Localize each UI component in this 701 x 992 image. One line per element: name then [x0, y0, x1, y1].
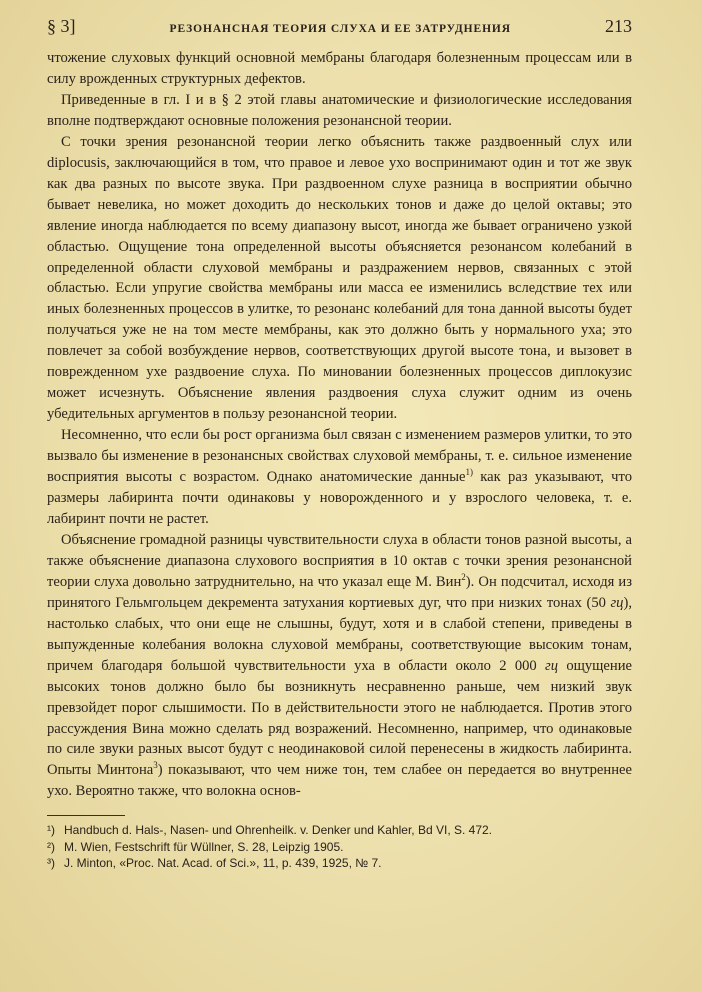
paragraph-4	[47, 425, 632, 530]
section-marker: § 3]	[47, 16, 76, 36]
paragraph-5-rest: ). Он подсчитал, исходя из принятого Гельмгольцем декремента затухания кортиевых дуг, что при низких тонах (50	[47, 573, 632, 611]
footnote-3	[47, 855, 632, 872]
footnote-ref-3: 3	[153, 760, 158, 771]
unit-hz: гц	[545, 657, 559, 674]
paragraph-2: Приведенные в гл. I и в § 2 этой главы анатомические и физиологические исследования вполне подтверждают основные положения резонансной теории.	[47, 91, 632, 129]
running-title: РЕЗОНАНСНАЯ ТЕОРИЯ СЛУХА И ЕЕ ЗАТРУДНЕНИЯ	[169, 23, 511, 35]
paragraph-5-rest-3: ощущение высоких тонов должно было бы возникнуть несравненно раньше, чем низкий звук превзойдет порог слышимости. По в действительности этого не наблюдается. Против этого рассуждения Вина можно сделать	[47, 657, 632, 737]
paragraph-5-rest-4: ) показывают, что чем ниже тон, тем слабее он передается во внутреннее ухо. Вероятно также, что волокна основ-	[47, 762, 632, 800]
footnote-text: M. Wien, Festschrift für Wüllner, S. 28, Leipzig 1905.	[64, 839, 344, 854]
page-number: 213	[605, 16, 632, 36]
footnote-2	[47, 839, 632, 856]
paragraph-5-text: Объяснение громадной разницы чувствительности слуха в области тонов разной высоты, а также объяснение диапазона слухового восприятия в 10 октав с точки зрения резонансной теории слуха довольно затруднительно, на что указал еще М. Вин	[47, 531, 632, 590]
footnote-rule	[47, 815, 125, 816]
paragraph-4-text: Несомненно, что если бы рост организма был связан с изменением размеров улитки, то это вызвало бы изменение в резонансных свойствах слуховой мембраны, т. е. сильное изменение восприятия высоты с возрастом. Однако анатомические данные	[47, 427, 632, 486]
paragraph-4-rest: как раз указывают, что размеры лабиринта почти одинаковы у новорожденного и у взрослого человека, т. е. лабиринт почти не растет.	[47, 469, 632, 527]
footnote-text: J. Minton, «Proc. Nat. Acad. of Sci.», 11, p. 439, 1925, № 7.	[64, 856, 382, 870]
paragraph-3: С точки зрения резонансной теории легко объяснить также раздвоенный слух или diplocusis, заключающийся в том, что правое и левое ухо воспринимают один и тот же звук как два разных по высоте звука. При раздвоенном слухе разница в восприятии обычно бывает невелика, но может доходить до нескольких тонов и даже до целой октавы; это явление иногда наблюдается по всему диапазону высот, иногда же бывает ограничено узкой областью. Ощущение тона определенной высоты объясняется резонансом колебаний в определенной области слуховой мембраны и раздражением нервов, связанных с этой областью. Если упругие свойства мембраны или масса ее изменились вследствие тех или иных болезненных процессов в улитке, то резонанс колебаний для тона данной высоты будет получаться уже не на том месте мембраны, как это должно быть у нормального уха; это повлечет за собой возбуждение нервов, соответствующих другой высоте тона, и вызовет в поврежденном ухе раздвоение слуха. По миновании болезненных процессов диплокузис может исчезнуть. Объяснение явления раздвоения слуха служит одним из очень убедительных аргументов в пользу резонансной теории.	[47, 133, 632, 423]
paragraph-5-rest-2: ), настолько слабых, что они еще не слышны, будут, хотя и в слабой степени, приведены в выпужденные колебания волокна слуховой мембраны, соответствующие высоким тонам, причем благодаря большой чувствительности уха в области около 2 000	[47, 594, 632, 674]
footnote-1	[47, 822, 632, 839]
body-text	[47, 48, 632, 802]
paragraph-5	[47, 530, 632, 802]
footnote-number: ²)	[47, 839, 55, 854]
footnotes	[47, 822, 632, 872]
unit-hz: гц	[610, 594, 624, 611]
footnote-ref-1: 1)	[465, 467, 474, 478]
footnote-text: Handbuch d. Hals-, Nasen- und Ohrenheilk. v. Denker und Kahler, Bd VI, S. 472.	[64, 823, 493, 837]
footnote-ref-2: 2	[461, 571, 466, 582]
running-head	[47, 16, 632, 37]
footnote-number: ³)	[47, 856, 55, 870]
paragraph-1: чтожение слуховых функций основной мембраны благодаря болезненным процессам или в силу врожденных структурных дефектов.	[47, 50, 632, 87]
footnote-number: ¹)	[47, 823, 55, 837]
paragraph-5-end: ряд возражений. Несомненно, например, что одинаковые по силе звуки разных высот будут с неодинаковой силой перенесены в жидкость лабиринта. Опыты Минтона	[47, 720, 632, 779]
